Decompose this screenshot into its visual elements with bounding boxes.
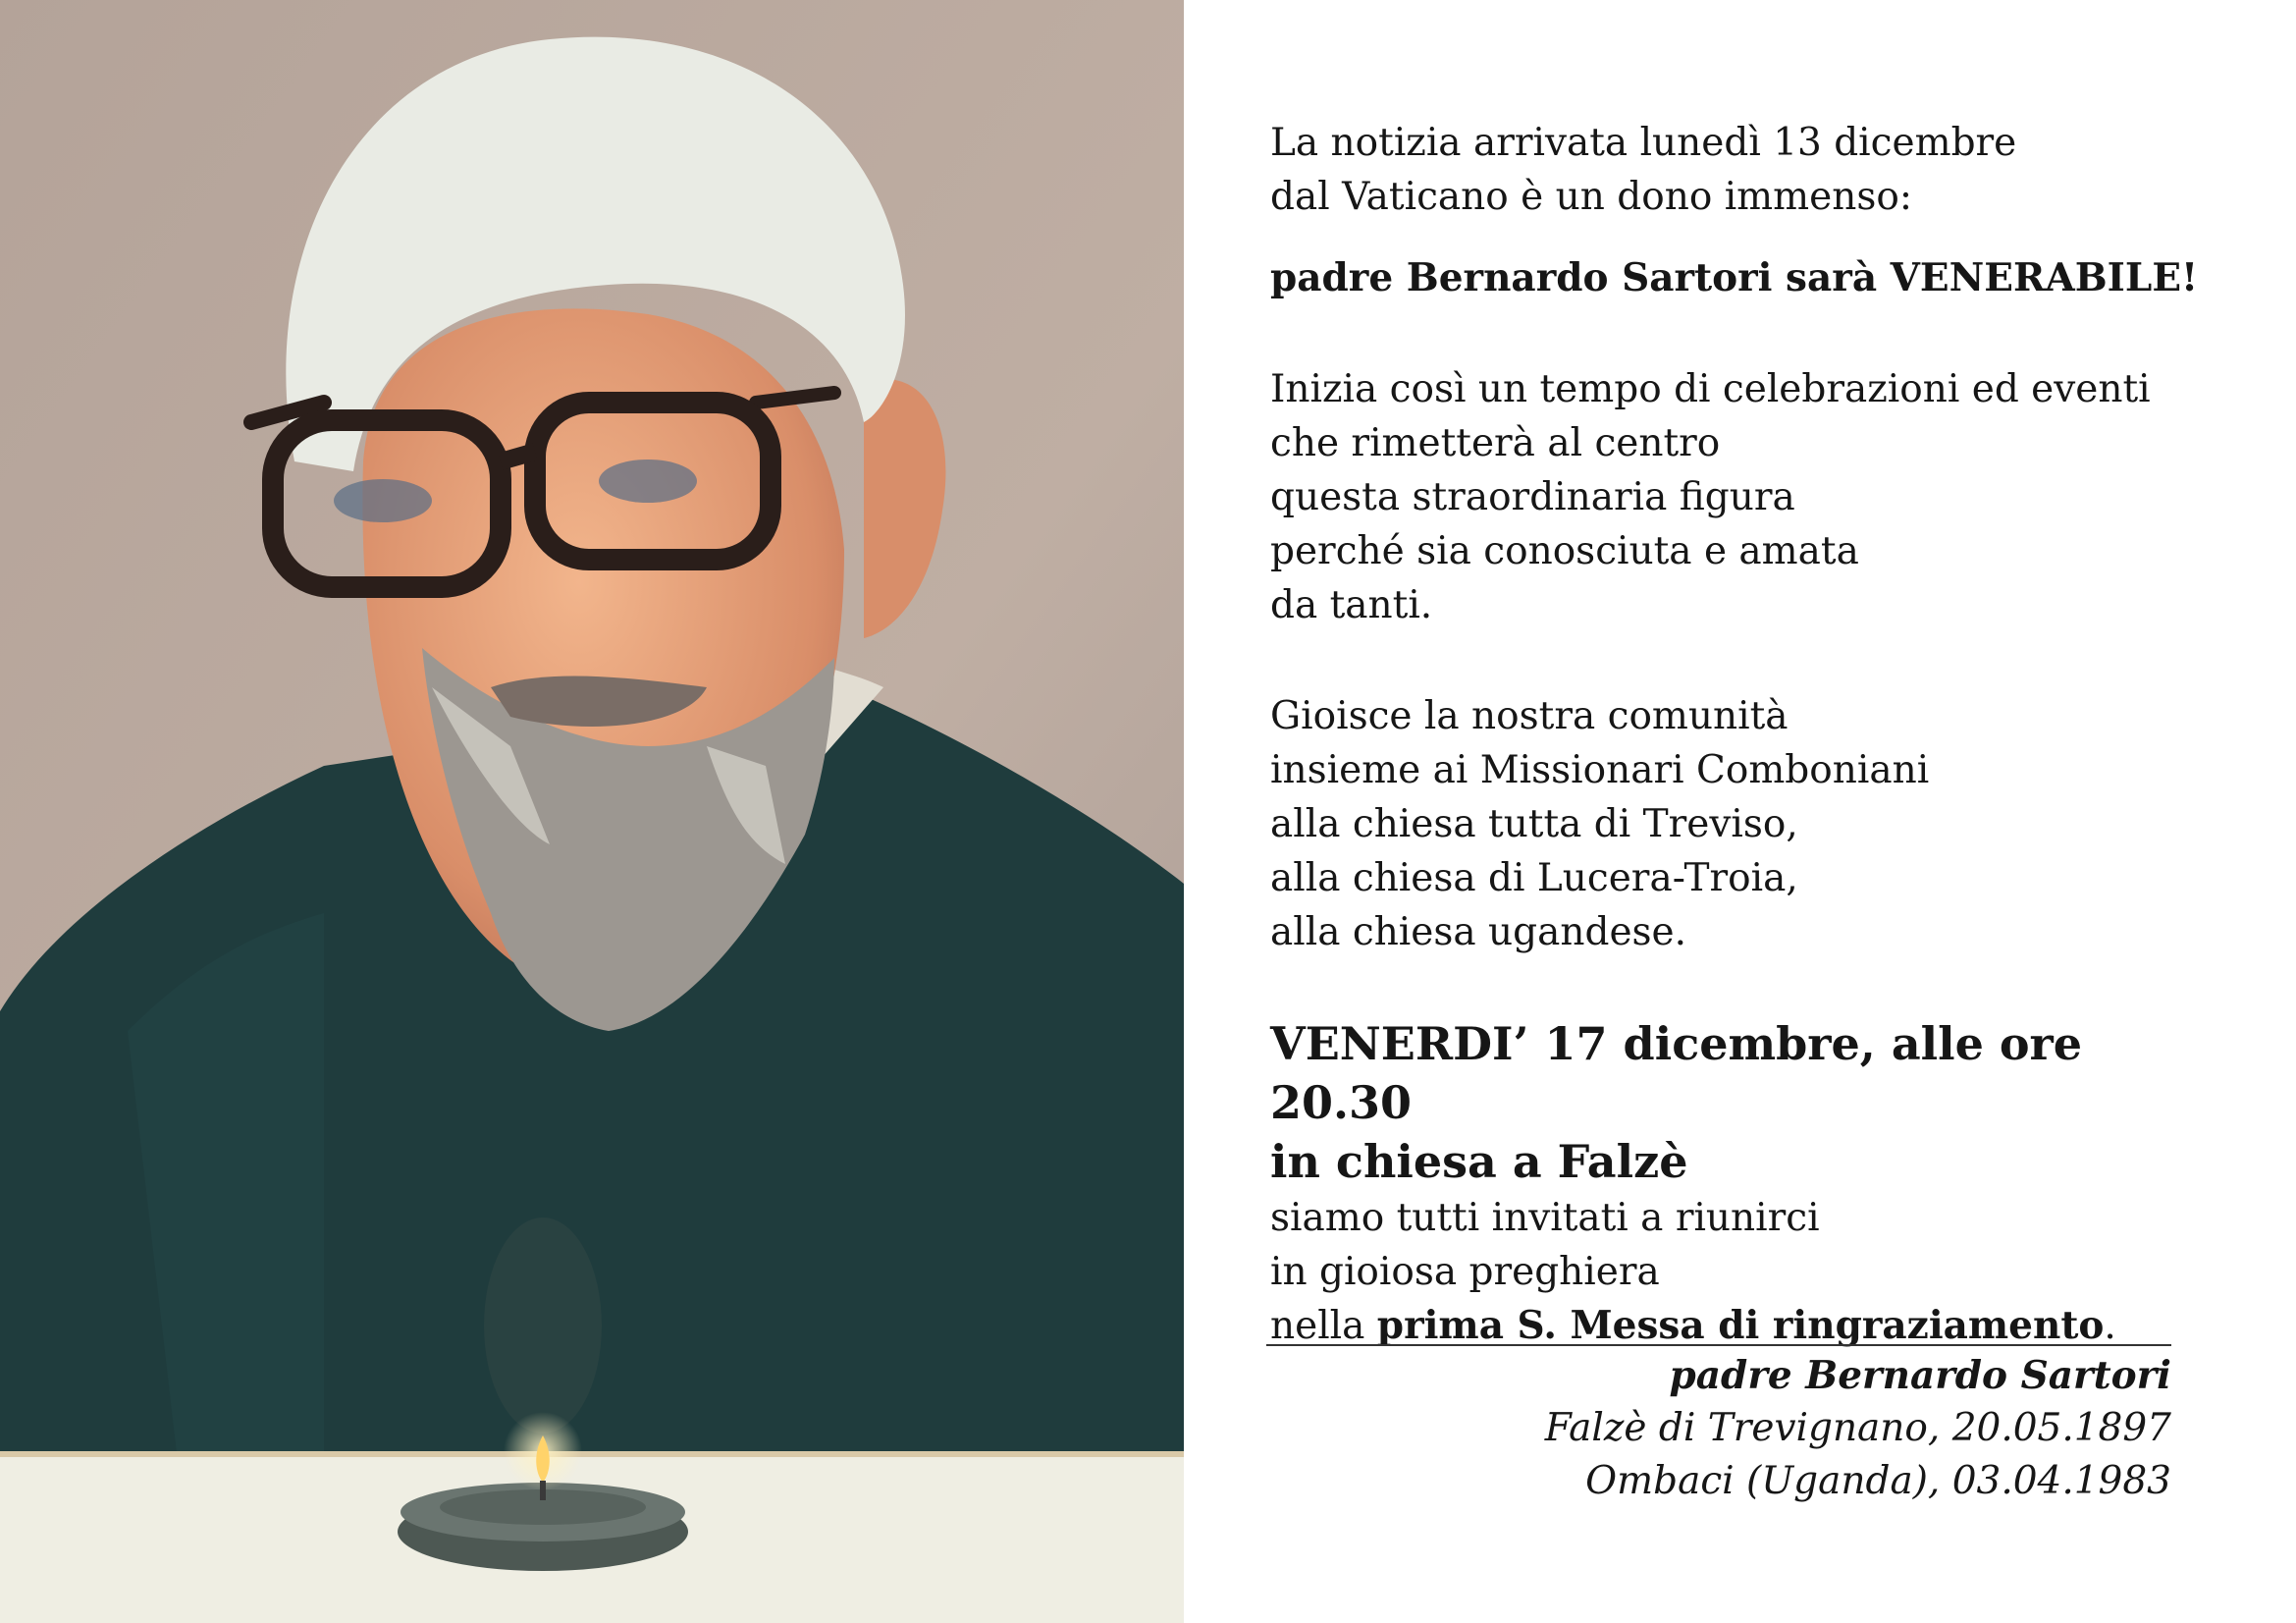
signature-name: padre Bernardo Sartori [1669,1353,2171,1398]
text-line: in gioiosa preghiera [1270,1250,1660,1294]
signature-block [1545,1349,2171,1508]
celebration-paragraph [1270,362,2203,632]
divider [1266,1344,2171,1346]
signature-death: Ombaci (Uganda), 03.04.1983 [1585,1459,2171,1503]
text-line: perché sia conosciuta e amata [1270,529,1859,573]
text-line: da tanti. [1270,583,1433,627]
text-line: alla chiesa ugandese. [1270,910,1687,954]
signature-birth: Falzè di Trevignano, 20.05.1897 [1544,1406,2171,1450]
announcement-text [1270,116,2203,1353]
text-line: questa straordinaria figura [1270,475,1795,519]
mass-title: prima S. Messa di ringraziamento [1376,1303,2105,1348]
text-line: che rimetterà al centro [1270,421,1721,465]
text-fragment: nella [1270,1304,1377,1348]
event-date: VENERDI’ 17 dicembre, alle ore 20.30 [1270,1017,2083,1129]
text-line: alla chiesa di Lucera-Troia, [1270,856,1798,900]
text-line: siamo tutti invitati a riunirci [1270,1196,1820,1240]
community-paragraph [1270,689,2203,959]
text-line: Gioisce la nostra comunità [1270,694,1789,738]
event-location: in chiesa a Falzè [1270,1135,1688,1188]
invitation-paragraph [1270,1191,2203,1353]
text-line: Inizia così un tempo di celebrazioni ed eventi [1270,367,2151,411]
text-line: alla chiesa tutta di Treviso, [1270,802,1798,846]
text-line: insieme ai Missionari Comboniani [1270,748,1930,792]
eye-left [334,479,432,522]
intro-paragraph [1270,116,2203,224]
text-line: dal Vaticano è un dono immenso: [1270,175,1912,219]
text-fragment: . [2104,1304,2116,1348]
venerable-headline: padre Bernardo Sartori sarà VENERABILE! [1270,255,2199,300]
eye-right [599,460,697,503]
text-line: La notizia arrivata lunedì 13 dicembre [1270,121,2017,165]
